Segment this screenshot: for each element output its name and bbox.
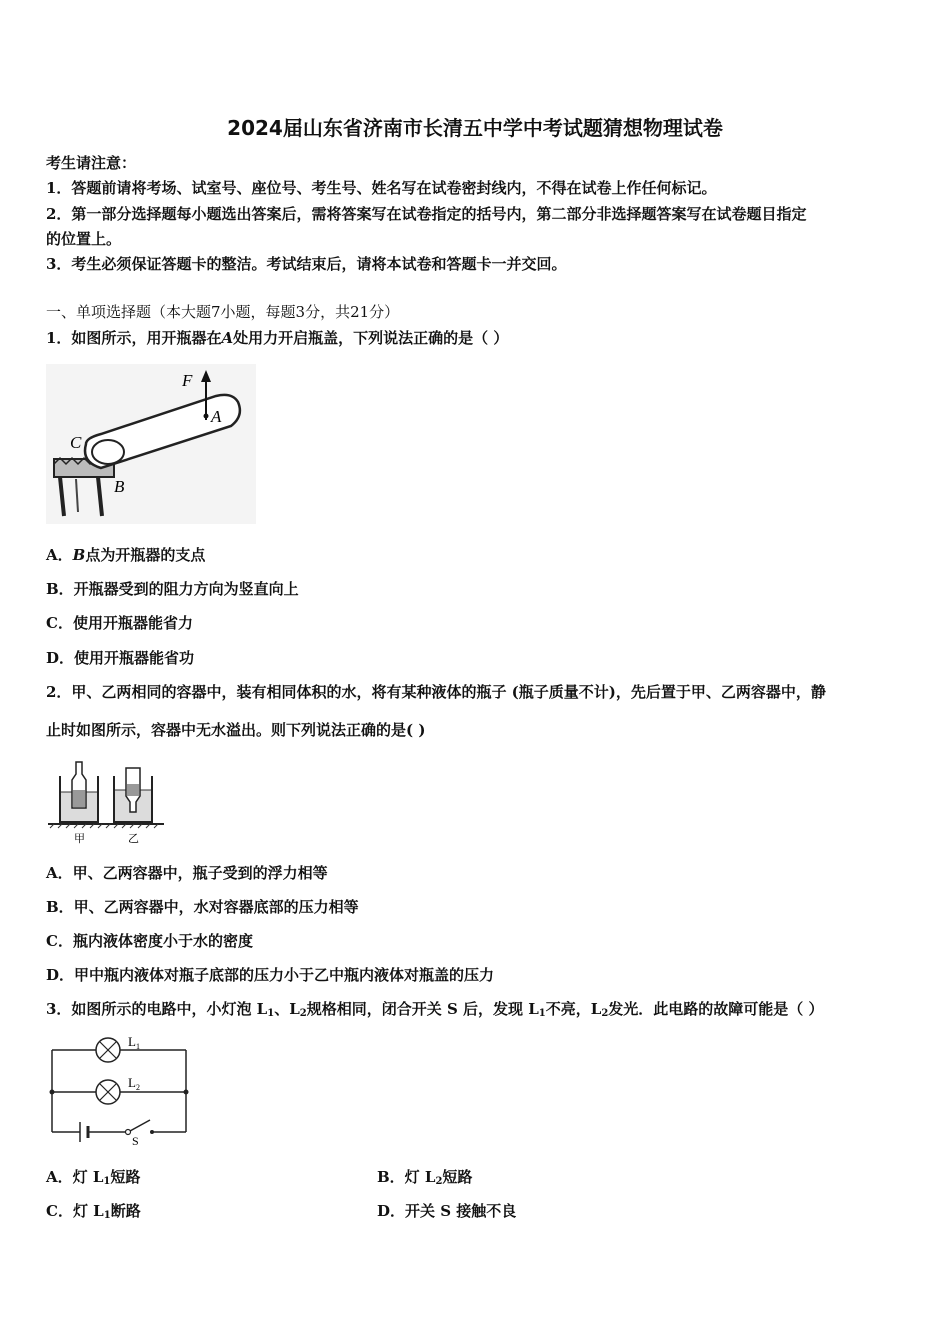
notice-item-2-cont: 的位置上。	[46, 230, 122, 248]
notice-item-2: 2．第一部分选择题每小题选出答案后，需将答案写在试卷指定的括号内，第二部分非选择题答案写在试卷题目指定	[46, 205, 807, 223]
label-s: S	[132, 1134, 139, 1147]
notice-item-3: 3．考生必须保证答题卡的整洁。考试结束后，请将本试卷和答题卡一并交回。	[46, 255, 567, 273]
q1-stem-pre: 1．如图所示，用开瓶器在	[46, 329, 222, 347]
q1-option-c: C．使用开瓶器能省力	[46, 614, 193, 632]
q3-option-a	[46, 1166, 140, 1187]
q3-stem-sub3: 1	[538, 1008, 546, 1019]
q1-stem	[46, 327, 508, 348]
q1-option-d: D．使用开瓶器能省功	[46, 649, 195, 667]
q3-stem-b: 、L	[274, 1000, 300, 1018]
q3-option-a-pre: A．灯 L	[46, 1168, 104, 1186]
q2-option-d: D．甲中瓶内液体对瓶子底部的压力小于乙中瓶内液体对瓶盖的压力	[46, 966, 495, 984]
q2-option-c: C．瓶内液体密度小于水的密度	[46, 932, 253, 950]
q2-stem-line1: 2．甲、乙两相同的容器中，装有相同体积的水，将有某种液体的瓶子 (瓶子质量不计)，先后置于甲、乙两容器中，静	[46, 683, 826, 701]
q3-option-c-post: 断路	[110, 1202, 141, 1220]
label-l1: $L_1$	[128, 1034, 140, 1051]
node-left	[50, 1090, 55, 1095]
node-right	[184, 1090, 189, 1095]
q3-stem-sub1: 1	[267, 1008, 275, 1019]
q3-option-c-sub: 1	[103, 1210, 111, 1221]
q3-option-a-post: 短路	[110, 1168, 141, 1186]
label-jia: 甲	[74, 832, 85, 845]
label-c: C	[70, 433, 82, 452]
q3-stem-c: 规格相同，闭合开关 S 后，发现 L	[306, 1000, 539, 1018]
q3-option-b	[377, 1166, 472, 1187]
q3-stem-d: 不亮，L	[545, 1000, 602, 1018]
q3-option-b-sub: 2	[435, 1176, 443, 1187]
q2-stem-line2: 止时如图所示，容器中无水溢出。则下列说法正确的是( )	[46, 721, 426, 739]
q3-option-c	[46, 1200, 141, 1221]
opener-ring	[92, 440, 124, 464]
page-title: 2024届山东省济南市长清五中学中考试题猜想物理试卷	[227, 116, 723, 140]
q1-option-b: B．开瓶器受到的阻力方向为竖直向上	[46, 580, 299, 598]
q3-stem-sub2: 2	[299, 1008, 307, 1019]
notice-heading: 考生请注意：	[46, 154, 137, 172]
label-b: B	[114, 477, 125, 496]
q1-option-a-text: 点为开瓶器的支点	[85, 546, 206, 564]
bottle-liquid-yi	[127, 784, 139, 796]
containers-figure	[46, 756, 166, 846]
q1-stem-post: 处用力开启瓶盖，下列说法正确的是（ ）	[233, 329, 509, 347]
switch-pivot	[126, 1130, 131, 1135]
notice-item-1: 1．答题前请将考场、试室号、座位号、考生号、姓名写在试卷密封线内，不得在试卷上作任何标记。	[46, 179, 717, 197]
q1-stem-var: A	[221, 329, 234, 347]
switch-blade	[130, 1120, 150, 1131]
q3-option-a-sub: 1	[103, 1176, 111, 1187]
q1-option-a-prefix: A．	[46, 546, 73, 564]
label-f: F	[182, 371, 193, 390]
point-a-dot	[204, 414, 209, 419]
q3-option-d: D．开关 S 接触不良	[377, 1202, 517, 1220]
q3-option-b-post: 短路	[442, 1168, 473, 1186]
bottle-liquid-jia	[73, 790, 85, 807]
q3-stem	[46, 998, 824, 1019]
q1-option-a	[46, 544, 205, 565]
q3-option-c-pre: C．灯 L	[46, 1202, 104, 1220]
label-a: A	[211, 407, 222, 426]
bottle-opener-figure	[46, 364, 256, 524]
q3-stem-sub4: 2	[601, 1008, 609, 1019]
q1-option-a-var: B	[72, 546, 86, 564]
section-heading: 一、单项选择题（本大题7小题，每题3分，共21分）	[46, 303, 400, 321]
q2-option-b: B．甲、乙两容器中，水对容器底部的压力相等	[46, 898, 359, 916]
label-l2: $L_2$	[128, 1075, 140, 1092]
q3-stem-e: 发光．此电路的故障可能是（ ）	[608, 1000, 824, 1018]
circuit-figure	[46, 1032, 196, 1147]
q3-stem-a: 3．如图所示的电路中，小灯泡 L	[46, 1000, 268, 1018]
label-yi: 乙	[128, 832, 139, 845]
q2-option-a: A．甲、乙两容器中，瓶子受到的浮力相等	[46, 864, 328, 882]
q3-option-b-pre: B．灯 L	[377, 1168, 436, 1186]
